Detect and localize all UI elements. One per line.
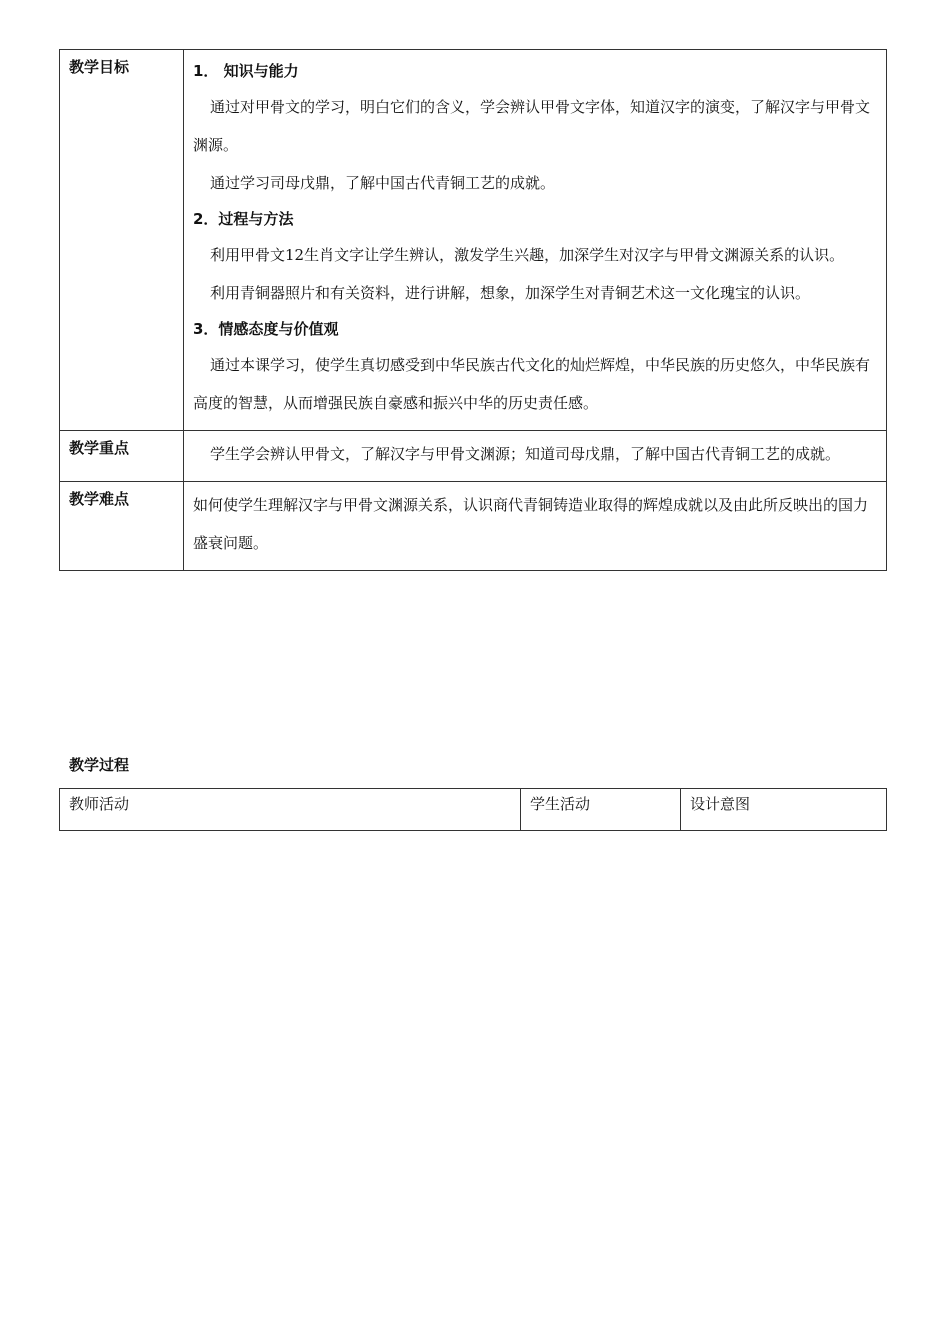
objectives-label: 教学目标 — [60, 50, 184, 431]
section2-title: 2．过程与方法 — [193, 210, 294, 228]
section3-title: 3．情感态度与价值观 — [193, 320, 339, 338]
section2-paragraph-2: 利用青铜器照片和有关资料，进行讲解，想象，加深学生对青铜艺术这一文化瑰宝的认识。 — [210, 284, 811, 302]
objectives-row — [60, 50, 887, 431]
key-points-row — [60, 431, 887, 482]
difficulties-row — [60, 482, 887, 571]
teacher-activity-header: 教师活动 — [60, 789, 521, 831]
key-points-text: 学生学会辨认甲骨文，了解汉字与甲骨文渊源；知道司母戊鼎，了解中国古代青铜工艺的成就。 — [210, 445, 841, 463]
process-header-row — [60, 789, 887, 831]
student-activity-header: 学生活动 — [521, 789, 681, 831]
difficulties-label: 教学难点 — [60, 482, 184, 571]
process-table — [59, 788, 887, 831]
section3-paragraph-1: 通过本课学习，使学生真切感受到中华民族古代文化的灿烂辉煌，中华民族的历史悠久，中华民族有高度的智慧，从而增强民族自豪感和振兴中华的历史责任感。 — [193, 356, 871, 412]
section1-paragraph-2: 通过学习司母戊鼎，了解中国古代青铜工艺的成就。 — [210, 174, 556, 192]
section1-paragraph-1: 通过对甲骨文的学习，明白它们的含义，学会辨认甲骨文字体，知道汉字的演变，了解汉字与甲骨文渊源。 — [193, 98, 871, 154]
key-points-label: 教学重点 — [60, 431, 184, 482]
objectives-table — [59, 49, 887, 571]
difficulties-text: 如何使学生理解汉字与甲骨文渊源关系，认识商代青铜铸造业取得的辉煌成就以及由此所反映出的国力盛衰问题。 — [193, 496, 869, 552]
section2-paragraph-1: 利用甲骨文12生肖文字让学生辨认，激发学生兴趣，加深学生对汉字与甲骨文渊源关系的认识。 — [210, 246, 845, 264]
section1-title: 1． 知识与能力 — [193, 62, 299, 80]
design-intent-header: 设计意图 — [681, 789, 887, 831]
key-points-content — [184, 431, 887, 482]
process-title: 教学过程 — [69, 756, 130, 774]
objectives-content — [184, 50, 887, 431]
difficulties-content — [184, 482, 887, 571]
